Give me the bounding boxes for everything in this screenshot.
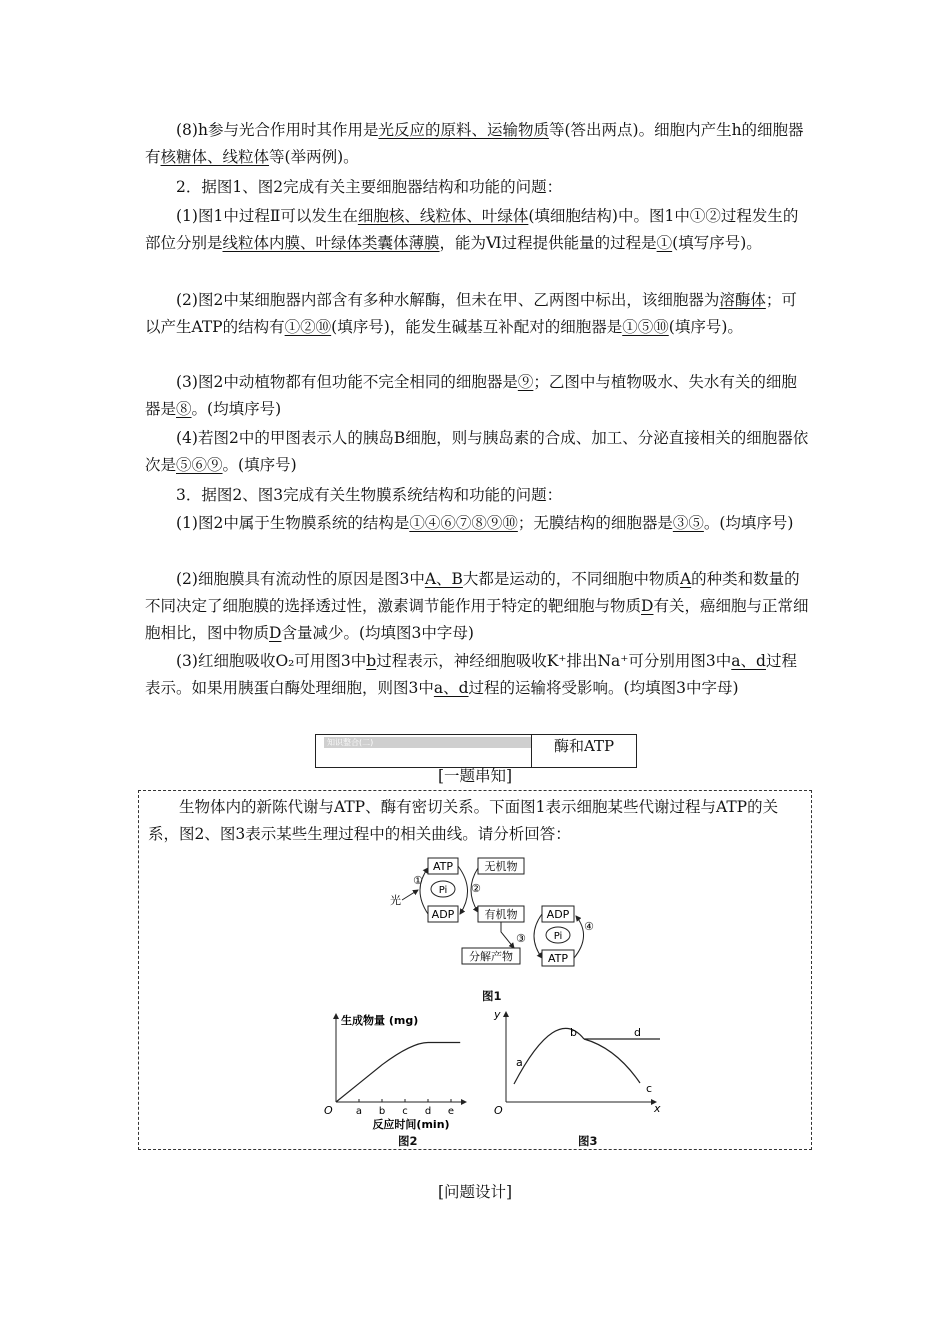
chart2-x-label: 反应时间(min) [372, 1118, 450, 1130]
inorganic-label: 无机物 [484, 860, 518, 873]
answer-underline: ⑧ [176, 400, 192, 418]
paragraph-3-1 [145, 510, 810, 537]
section-title: 酶和ATP [553, 737, 615, 755]
paragraph-3-2 [145, 566, 810, 647]
text-segment: 。(填序号) [222, 456, 297, 474]
atp-label-1: ATP [432, 860, 454, 873]
text-segment: (3)图2中动植物都有但功能不完全相同的细胞器是 [176, 373, 518, 391]
text-segment: (8)h参与光合作用时其作用是 [176, 121, 379, 139]
text-segment: (2)图2中某细胞器内部含有多种水解酶，但未在甲、乙两图中标出，该细胞器为 [176, 291, 720, 309]
figure-2-caption: 图2 [398, 1134, 418, 1148]
organic-label: 有机物 [484, 908, 518, 921]
step-2-label: ② [471, 882, 481, 895]
section-tag: 知识整合(二) [324, 737, 531, 748]
light-arrow [402, 890, 418, 900]
text-segment: ；乙图中与植物吸水、失水有关的细胞器是 [145, 373, 797, 418]
text-segment: 。(均填序号) [191, 400, 282, 418]
text-segment: 过程的运输将受影响。(均填图3中字母) [468, 679, 739, 697]
chart2-tick-label: b [378, 1106, 386, 1117]
chart3-curve-fall [584, 1039, 640, 1083]
pi-label-2: Pi [553, 931, 563, 942]
chart2-tick-label: a [355, 1106, 363, 1117]
chart3-y-label: y [494, 1008, 501, 1021]
text-segment: (填序号)，能发生碱基互补配对的细胞器是 [331, 318, 623, 336]
chart3-point-label: a [516, 1056, 523, 1069]
answer-underline: ①④⑥⑦⑧⑨⑩ [409, 514, 518, 532]
text-segment: (4)若图2中的甲图表示人的胰岛B细胞，则与胰岛素的合成、加工、分泌直接相关的细胞器依次是 [145, 429, 809, 474]
chart2-tick-label: e [447, 1106, 455, 1117]
answer-underline: A [679, 570, 692, 588]
arrow-left-cycle-down [458, 866, 468, 914]
paragraph-2-1 [145, 203, 810, 257]
text-segment: 过程表示。如果用胰蛋白酶处理细胞，则图3中 [145, 652, 797, 697]
answer-underline: D [269, 624, 282, 642]
heading-question-2: 2．据图1、图2完成有关主要细胞器结构和功能的问题： [176, 178, 563, 196]
heading-question-3: 3．据图2、图3完成有关生物膜系统结构和功能的问题： [176, 486, 563, 504]
chart2-tick-label: c [402, 1106, 408, 1117]
paragraph-2-2 [145, 287, 810, 341]
answer-underline: ①⑤⑩ [622, 318, 669, 336]
figure-3-caption: 图3 [578, 1134, 598, 1148]
section-header-box [315, 734, 637, 768]
paragraph-8 [145, 117, 810, 171]
text-segment: 的种类和数量的不同决定了细胞膜的选择透过性，激素调节能作用于特定的靶细胞与物质 [145, 570, 800, 615]
arrow-right-cycle-down [534, 914, 542, 958]
figure-1-caption: 图1 [482, 989, 502, 1003]
chart3-point-label: d [634, 1026, 641, 1039]
paragraph-3-3 [145, 648, 810, 702]
text-segment: (填序号)。 [668, 318, 743, 336]
answer-underline: 核糖体、线粒体 [160, 148, 270, 166]
chart3-origin: O [494, 1104, 503, 1117]
text-segment: 。(均填序号) [703, 514, 794, 532]
pi-label-1: Pi [438, 885, 448, 896]
chart3-point-label: c [646, 1082, 653, 1095]
figure-3-chart [486, 1008, 666, 1130]
text-segment: 大都是运动的，不同细胞中物质 [462, 570, 680, 588]
text-segment: ，能为Ⅵ过程提供能量的过程是 [439, 234, 657, 252]
arrow-organic-to-products [501, 922, 514, 948]
adp-label-2: ADP [546, 908, 570, 921]
answer-underline: ⑤⑥⑨ [176, 456, 223, 474]
adp-label-1: ADP [431, 908, 455, 921]
text-segment: (3)红细胞吸收O₂可用图3中 [176, 652, 367, 670]
subtitle-one-question: [一题串知] [437, 767, 513, 785]
text-segment: 等(举两例)。 [269, 148, 359, 166]
answer-underline: ① [656, 234, 673, 252]
text-segment: 有关，癌细胞与正常细胞相比，图中物质 [145, 597, 809, 642]
text-segment: (填写序号)。 [672, 234, 762, 252]
answer-underline: 溶酶体 [719, 291, 766, 309]
answer-underline: ⑨ [517, 373, 534, 391]
text-segment: 过程表示，神经细胞吸收K⁺排出Na⁺可分别用图3中 [376, 652, 732, 670]
atp-label-2: ATP [547, 952, 569, 965]
chart3-point-label: b [570, 1026, 577, 1039]
paragraph-2-3 [145, 369, 810, 423]
text-segment: (填细胞结构)中。图1中①②过程发生的部位分别是 [145, 207, 799, 252]
figure-1-diagram [380, 852, 610, 1002]
step-3-label: ③ [516, 932, 526, 945]
text-segment: (1)图1中过程Ⅱ可以发生在 [176, 207, 358, 225]
answer-underline: b [366, 652, 377, 670]
answer-underline: 光反应的原料、运输物质 [378, 121, 549, 139]
step-4-label: ④ [584, 920, 594, 933]
text-segment: (2)细胞膜具有流动性的原因是图3中 [176, 570, 425, 588]
answer-underline: D [641, 597, 654, 615]
case-text: 生物体内的新陈代谢与ATP、酶有密切关系。下面图1表示细胞某些代谢过程与ATP的关系，图2、图3表示某些生理过程中的相关曲线。请分析回答： [148, 798, 779, 843]
chart2-tick-label: d [424, 1106, 432, 1117]
answer-underline: 细胞核、线粒体、叶绿体 [357, 207, 529, 225]
answer-underline: A、B [424, 570, 463, 588]
text-segment: (1)图2中属于生物膜系统的结构是 [176, 514, 410, 532]
light-label: 光 [390, 894, 401, 907]
chart2-origin: O [324, 1104, 333, 1117]
text-segment: ；可以产生ATP的结构有 [145, 291, 797, 336]
step-1-label: ① [413, 874, 423, 887]
products-label: 分解产物 [469, 950, 513, 963]
answer-underline: a、d [433, 679, 469, 697]
figure-2-chart [312, 1008, 482, 1130]
subtitle-question-design: [问题设计] [437, 1183, 513, 1201]
chart2-y-label: 生成物量 (mg) [341, 1014, 419, 1027]
answer-underline: ①②⑩ [284, 318, 332, 336]
arrow-right-cycle-up [574, 916, 584, 958]
chart2-series-line [336, 1043, 460, 1103]
answer-underline: 线粒体内膜、叶绿体类囊体薄膜 [222, 234, 440, 252]
answer-underline: a、d [731, 652, 766, 670]
chart3-x-label: x [654, 1102, 661, 1115]
paragraph-2-4 [145, 425, 810, 479]
text-segment: ；无膜结构的细胞器是 [517, 514, 673, 532]
text-segment: 含量减少。(均填图3中字母) [281, 624, 474, 642]
answer-underline: ③⑤ [672, 514, 704, 532]
text-segment: 等(答出两点)。细胞内产生h的细胞器有 [145, 121, 804, 166]
